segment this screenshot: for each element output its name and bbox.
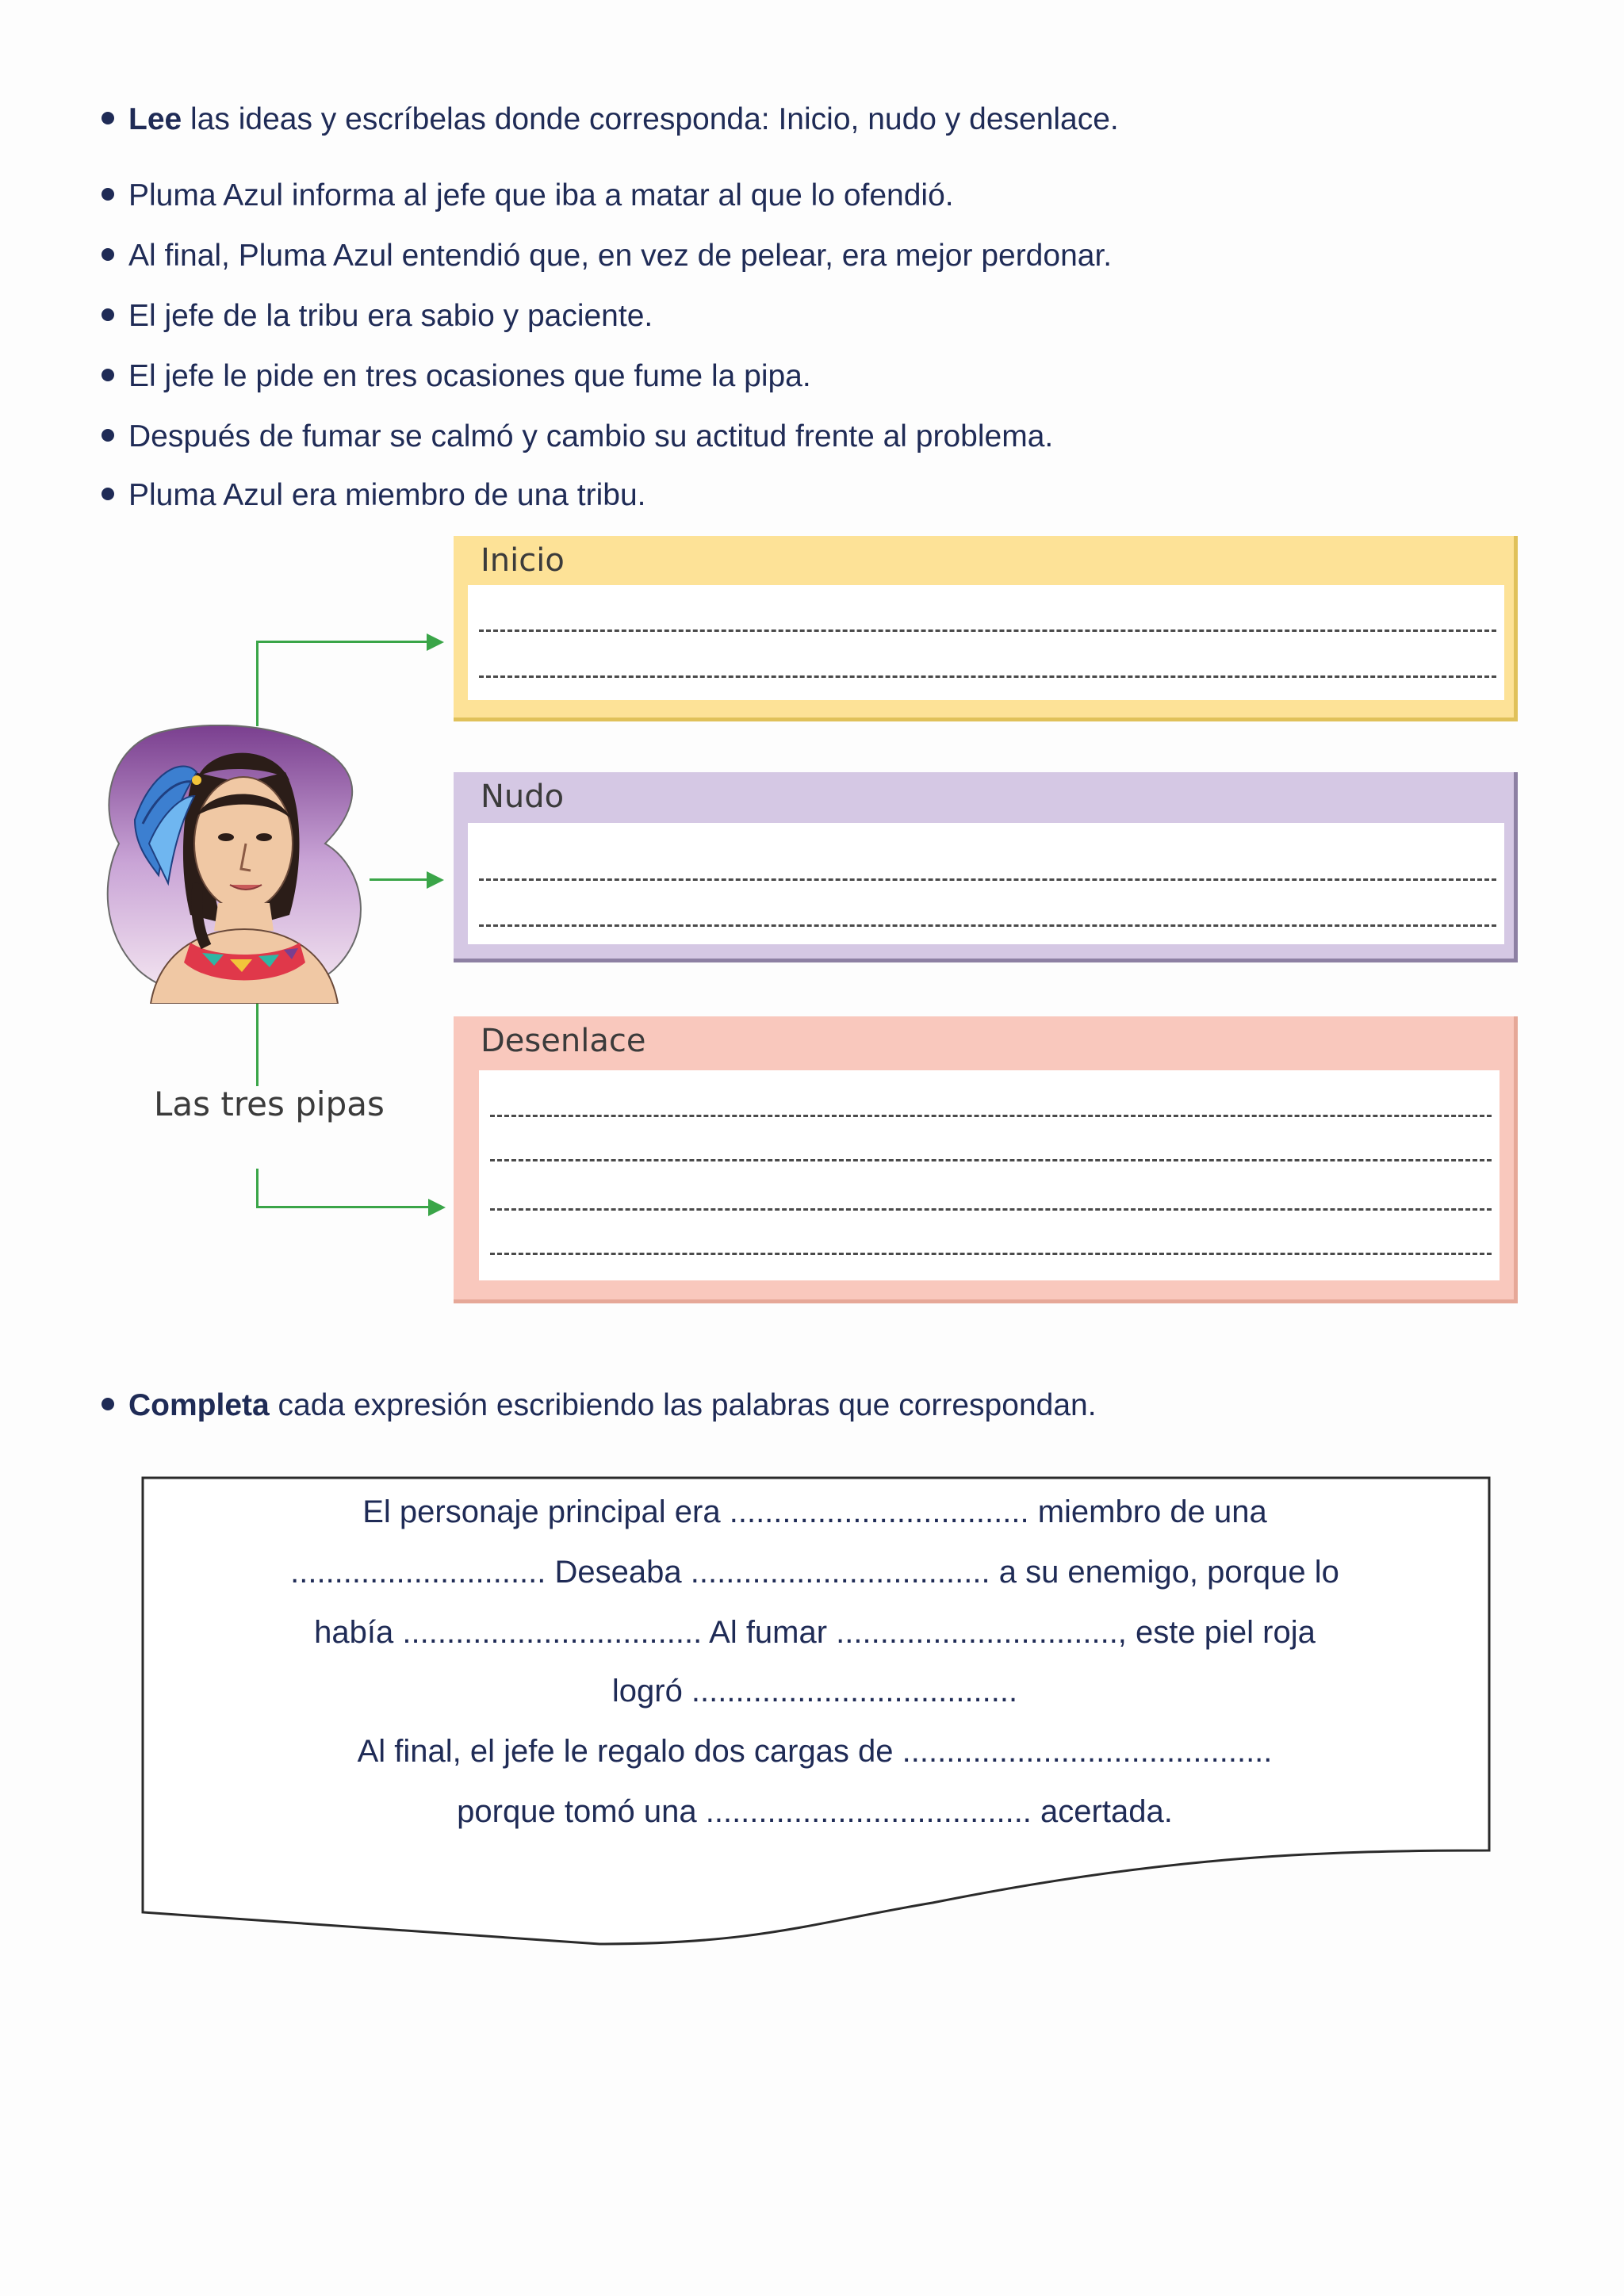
connector-line: [256, 1206, 431, 1208]
bullet-icon: [102, 308, 114, 321]
card-desenlace: [454, 1016, 1518, 1303]
answer-line[interactable]: [490, 1208, 1492, 1211]
fill-line: ............................. Deseaba .................................. a su enemigo, porque lo: [290, 1555, 1339, 1590]
bullet-icon: [102, 188, 114, 201]
connector-line: [256, 1169, 259, 1208]
card-nudo: [454, 772, 1518, 962]
bullet-icon: [102, 488, 114, 500]
connector-line: [256, 1001, 259, 1086]
idea-item: Al final, Pluma Azul entendió que, en vez de pelear, era mejor perdonar.: [102, 236, 1112, 276]
idea-item: Pluma Azul era miembro de una tribu.: [102, 476, 646, 515]
fill-line: logró .....................................: [611, 1674, 1018, 1709]
arrow-inicio-icon: [427, 633, 444, 651]
instruction-lee: Lee las ideas y escríbelas donde corresponda: Inicio, nudo y desenlace.: [102, 100, 1119, 140]
idea-item: El jefe de la tribu era sabio y paciente.: [102, 297, 653, 336]
answer-line[interactable]: [490, 1253, 1492, 1255]
answer-line[interactable]: [479, 675, 1496, 678]
answer-line[interactable]: [479, 924, 1496, 927]
answer-area-inicio[interactable]: [468, 585, 1504, 700]
bullet-icon: [102, 369, 114, 381]
bullet-icon: [102, 248, 114, 261]
story-title: Las tres pipas: [154, 1085, 385, 1123]
answer-line[interactable]: [490, 1159, 1492, 1161]
answer-area-desenlace[interactable]: [479, 1070, 1500, 1280]
fill-line: Al final, el jefe le regalo dos cargas de ..........................................: [357, 1734, 1273, 1769]
card-inicio: [454, 536, 1518, 721]
bullet-icon: [102, 1398, 114, 1410]
idea-item: Pluma Azul informa al jefe que iba a matar al que lo ofendió.: [102, 176, 954, 216]
card-title-desenlace: Desenlace: [481, 1023, 646, 1059]
answer-line[interactable]: [479, 629, 1496, 632]
arrow-nudo-icon: [427, 871, 444, 889]
connector-line: [256, 641, 429, 643]
answer-line[interactable]: [490, 1115, 1492, 1117]
connector-line: [256, 641, 259, 726]
instruction-completa: Completa cada expresión escribiendo las palabras que correspondan.: [102, 1386, 1097, 1425]
card-title-inicio: Inicio: [481, 542, 565, 579]
fill-line: había .................................. Al fumar ................................, este piel roja: [314, 1615, 1316, 1650]
idea-item: El jefe le pide en tres ocasiones que fume la pipa.: [102, 357, 811, 396]
arrow-desenlace-icon: [428, 1199, 446, 1216]
idea-item: Después de fumar se calmó y cambio su actitud frente al problema.: [102, 417, 1053, 457]
answer-area-nudo[interactable]: [468, 823, 1504, 944]
bullet-icon: [102, 429, 114, 442]
connector-line: [370, 878, 430, 881]
card-title-nudo: Nudo: [481, 779, 565, 815]
character-illustration: [103, 725, 373, 1004]
bullet-icon: [102, 112, 114, 124]
fill-line: El personaje principal era .................................. miembro de una: [362, 1494, 1267, 1529]
fill-line: porque tomó una ..................................... acertada.: [457, 1794, 1173, 1829]
answer-line[interactable]: [479, 878, 1496, 881]
fill-in-frame: [140, 1475, 1492, 1950]
